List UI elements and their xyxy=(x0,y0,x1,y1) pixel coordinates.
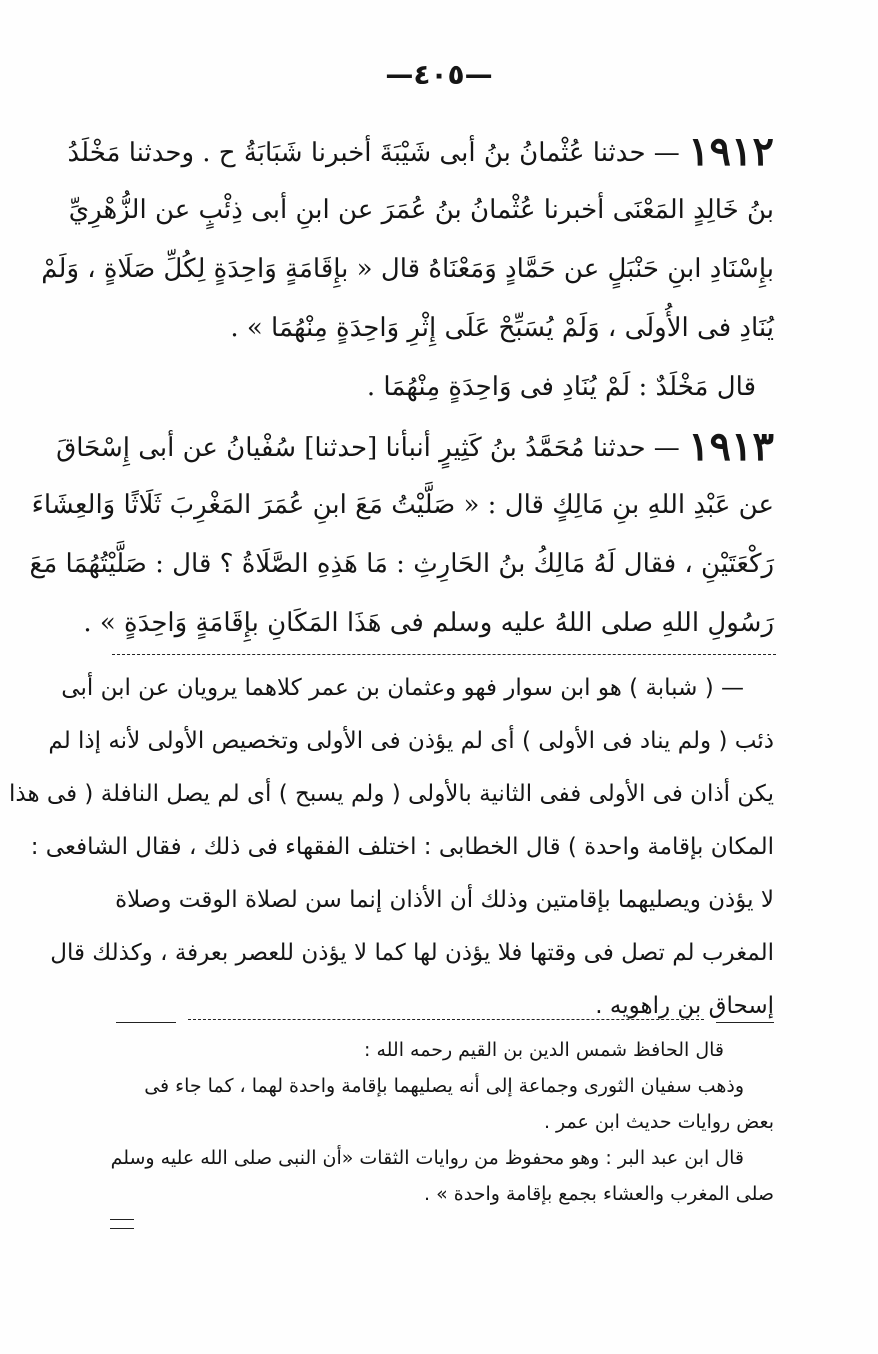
hadith-1913-line-2: عن عَبْدِ اللهِ بنِ مَالِكٍ قال : « صَلَّيْتُ مَعَ ابنِ عُمَرَ المَغْرِبَ ثَلَاثًا وَالعِشَاءَ xyxy=(31,490,774,520)
hadith-1912-line-1 xyxy=(67,122,774,181)
ibn-qayyim-separator xyxy=(188,1019,704,1020)
hadith-1912-line-5: قال مَخْلَدٌ : لَمْ يُنَادِ فى وَاحِدَةٍ مِنْهُمَا . xyxy=(366,372,756,402)
hadith-main-text xyxy=(29,122,774,653)
commentary-line-3: يكن أذان فى الأولى ففى الثانية بالأولى ( ولم يسبح ) أى لم يصل النافلة ( فى هذا xyxy=(9,781,774,807)
ibn-qayyim-line-2: وذهب سفيان الثورى وجماعة إلى أنه يصليهما بإقامة واحدة لهما ، كما جاء فى xyxy=(144,1075,744,1097)
commentary-line-4: المكان بإقامة واحدة ) قال الخطابى : اختلف الفقهاء فى ذلك ، فقال الشافعى : xyxy=(30,834,774,860)
margin-double-line-mark xyxy=(110,1219,134,1229)
commentary-line-6: المغرب لم تصل فى وقتها فلا يؤذن لها كما لا يؤذن للعصر بعرفة ، وكذلك قال xyxy=(50,940,774,966)
hadith-number-1913: ١٩١٣ xyxy=(688,423,774,470)
commentary-separator xyxy=(112,654,776,655)
page-number: —٤٠٥— xyxy=(385,58,493,91)
divider-right xyxy=(716,1022,774,1023)
ibn-qayyim-line-4: قال ابن عبد البر : وهو محفوظ من روايات الثقات «أن النبى صلى الله عليه وسلم xyxy=(110,1147,744,1169)
commentary-line-1: — ( شبابة ) هو ابن سوار فهو وعثمان بن عمر كلاهما يرويان عن ابن أبى xyxy=(61,675,744,701)
divider-left xyxy=(116,1022,176,1023)
hadith-1913-line-1 xyxy=(56,417,774,476)
hadith-1912-text: — حدثنا عُثْمانُ بنُ أبى شَيْبَةَ أخبرنا شَبَابَةُ ح . وحدثنا مَخْلَدُ xyxy=(67,138,680,168)
commentary-line-2: ذئب ( ولم يناد فى الأولى ) أى لم يؤذن فى الأولى وتخصيص الأولى لأنه إذا لم xyxy=(48,728,774,754)
commentary-line-5: لا يؤذن ويصليهما بإقامتين وذلك أن الأذان إنما سن لصلاة الوقت وصلاة xyxy=(115,887,774,913)
hadith-1913-line-3: رَكْعَتَيْنِ ، فقال لَهُ مَالِكُ بنُ الحَارِثِ : مَا هَذِهِ الصَّلَاةُ ؟ قال : صَلَّيْتُهُمَا مَعَ xyxy=(29,549,774,579)
commentary-text xyxy=(9,662,774,1033)
commentary-line-7: إسحاق بن راهويه . xyxy=(595,993,774,1019)
ibn-qayyim-line-5: صلى المغرب والعشاء بجمع بإقامة واحدة » . xyxy=(424,1183,774,1205)
hadith-1913-text: — حدثنا مُحَمَّدُ بنُ كَثِيرٍ أنبأنا [حدثنا] سُفْيانُ عن أبى إِسْحَاقَ xyxy=(56,433,680,463)
hadith-number-1912: ١٩١٢ xyxy=(688,128,774,175)
hadith-1912-line-4: يُنَادِ فى الأُولَى ، وَلَمْ يُسَبِّحْ عَلَى إِثْرِ وَاحِدَةٍ مِنْهُمَا » . xyxy=(230,313,774,343)
ibn-qayyim-text xyxy=(108,1032,774,1212)
hadith-1913-line-4: رَسُولِ اللهِ صلى اللهُ عليه وسلم فى هَذَا المَكَانِ بإِقَامَةٍ وَاحِدَةٍ » . xyxy=(83,608,774,638)
ibn-qayyim-line-3: بعض روايات حديث ابن عمر . xyxy=(543,1111,774,1133)
hadith-1912-line-2: بنُ خَالِدٍ المَعْنَى أخبرنا عُثْمانُ بنُ عُمَرَ عن ابنِ أبى ذِئْبٍ عن الزُّهْرِيِّ xyxy=(68,195,774,225)
hadith-1912-line-3: بإِسْنَادِ ابنِ حَنْبَلٍ عن حَمَّادٍ وَمَعْنَاهُ قال « بإِقَامَةٍ وَاحِدَةٍ لِكُلِّ صَلَاةٍ ، وَلَمْ xyxy=(41,254,774,284)
ibn-qayyim-line-1: قال الحافظ شمس الدين بن القيم رحمه الله : xyxy=(364,1039,724,1061)
